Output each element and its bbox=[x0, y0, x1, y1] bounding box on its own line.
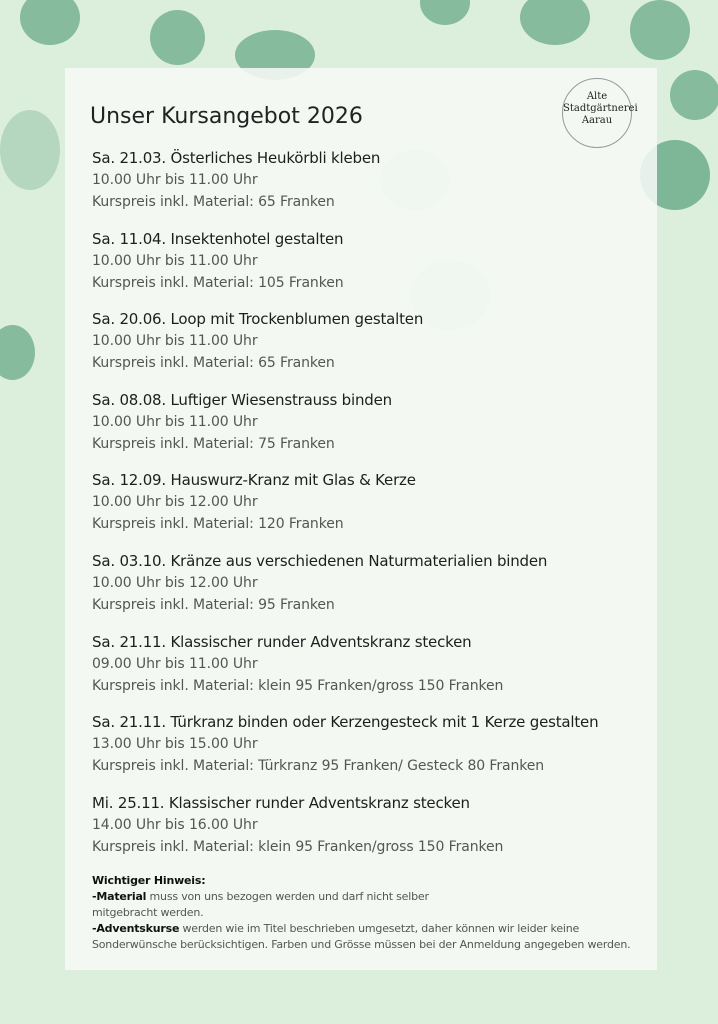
note-material-text2: mitgebracht werden. bbox=[92, 906, 204, 919]
course-price: Kurspreis inkl. Material: Türkranz 95 Franken/ Gesteck 80 Franken bbox=[92, 758, 545, 775]
course-entry bbox=[92, 631, 652, 712]
course-entry bbox=[92, 308, 652, 389]
course-time: 13.00 Uhr bis 15.00 Uhr bbox=[92, 736, 258, 753]
course-entry bbox=[92, 147, 652, 228]
course-title: Sa. 20.06. Loop mit Trockenblumen gestalten bbox=[92, 310, 424, 329]
course-time: 10.00 Uhr bis 12.00 Uhr bbox=[92, 574, 258, 591]
course-entry bbox=[92, 469, 652, 550]
course-price: Kurspreis inkl. Material: klein 95 Franken/gross 150 Franken bbox=[92, 677, 504, 694]
course-price: Kurspreis inkl. Material: 105 Franken bbox=[92, 274, 344, 291]
course-list bbox=[92, 147, 652, 872]
course-price: Kurspreis inkl. Material: 65 Franken bbox=[92, 194, 335, 210]
course-time: 10.00 Uhr bis 12.00 Uhr bbox=[92, 494, 258, 511]
course-time: 10.00 Uhr bis 11.00 Uhr bbox=[92, 333, 258, 350]
course-entry bbox=[92, 711, 652, 792]
logo bbox=[562, 78, 638, 148]
course-time: 10.00 Uhr bis 11.00 Uhr bbox=[92, 252, 258, 269]
course-title: Sa. 21.11. Türkranz binden oder Kerzengesteck mit 1 Kerze gestalten bbox=[92, 713, 599, 732]
course-title: Sa. 21.03. Österliches Heukörbli kleben bbox=[92, 149, 381, 167]
course-price: Kurspreis inkl. Material: 95 Franken bbox=[92, 596, 335, 613]
course-entry bbox=[92, 228, 652, 309]
course-title: Sa. 08.08. Luftiger Wiesenstrauss binden bbox=[92, 390, 392, 409]
course-entry bbox=[92, 550, 652, 631]
course-title: Mi. 25.11. Klassischer runder Adventskranz stecken bbox=[92, 793, 470, 812]
course-time: 10.00 Uhr bis 11.00 Uhr bbox=[92, 172, 258, 188]
important-note bbox=[92, 873, 630, 953]
course-title: Sa. 12.09. Hauswurz-Kranz mit Glas & Kerze bbox=[92, 471, 416, 490]
logo-line: Alte bbox=[586, 91, 608, 102]
course-price: Kurspreis inkl. Material: 75 Franken bbox=[92, 435, 335, 452]
course-price: Kurspreis inkl. Material: 120 Franken bbox=[92, 516, 344, 533]
note-advent-text: werden wie im Titel beschrieben umgesetzt, daher können wir leider keine bbox=[179, 922, 580, 935]
page-title: Unser Kursangebot 2026 bbox=[90, 104, 363, 129]
course-entry bbox=[92, 792, 652, 873]
note-material-text: muss von uns bezogen werden und darf nicht selber bbox=[146, 890, 429, 903]
course-title: Sa. 11.04. Insektenhotel gestalten bbox=[92, 229, 344, 248]
note-advent-text2: Sonderwünsche berücksichtigen. Farben und Grösse müssen bei der Anmeldung angegeben werden. bbox=[92, 938, 631, 951]
note-heading: Wichtiger Hinweis: bbox=[92, 874, 206, 887]
course-time: 10.00 Uhr bis 11.00 Uhr bbox=[92, 413, 258, 430]
note-material-label: -Material bbox=[92, 890, 147, 903]
note-advent-label: -Adventskurse bbox=[92, 922, 180, 935]
course-time: 14.00 Uhr bis 16.00 Uhr bbox=[92, 816, 258, 833]
course-title: Sa. 03.10. Kränze aus verschiedenen Naturmaterialien binden bbox=[92, 551, 548, 570]
course-price: Kurspreis inkl. Material: klein 95 Franken/gross 150 Franken bbox=[92, 838, 504, 855]
course-time: 09.00 Uhr bis 11.00 Uhr bbox=[92, 655, 258, 672]
course-title: Sa. 21.11. Klassischer runder Adventskranz stecken bbox=[92, 632, 472, 651]
course-price: Kurspreis inkl. Material: 65 Franken bbox=[92, 355, 335, 372]
logo-line: Stadtgärtnerei bbox=[563, 103, 638, 114]
course-entry bbox=[92, 389, 652, 470]
logo-line: Aarau bbox=[581, 115, 613, 126]
